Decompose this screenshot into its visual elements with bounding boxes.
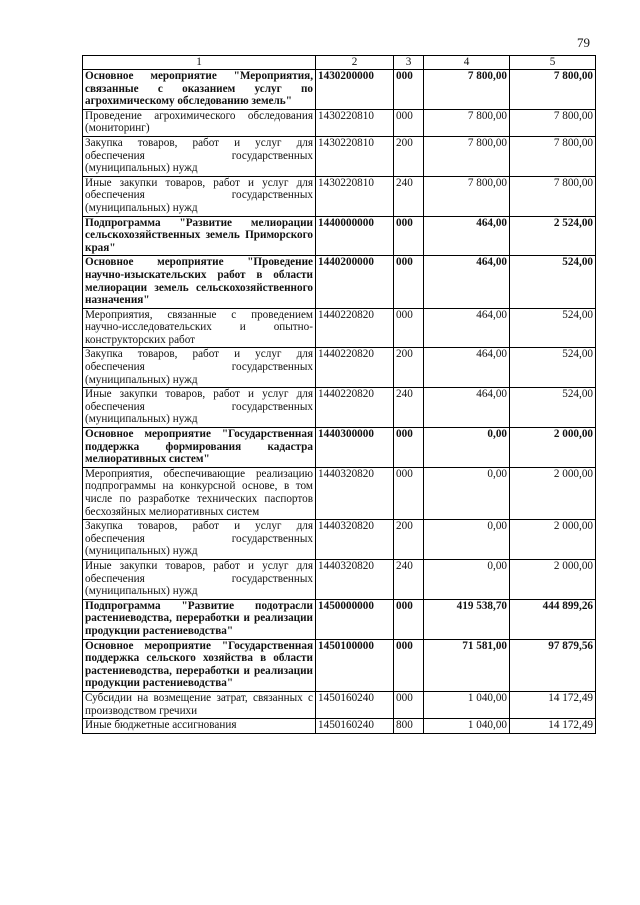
row-value-col4-cell: 0,00 xyxy=(424,467,510,519)
row-type-cell: 000 xyxy=(394,428,424,468)
row-type-cell: 240 xyxy=(394,559,424,599)
table-row xyxy=(83,428,596,468)
row-name-cell: Проведение агрохимического обследования (мониторинг) xyxy=(83,109,316,136)
row-name-cell: Закупка товаров, работ и услуг для обеспечения государственных (муниципальных) нужд xyxy=(83,136,316,176)
table-row xyxy=(83,109,596,136)
row-value-col4-cell: 7 800,00 xyxy=(424,70,510,110)
row-type-cell: 000 xyxy=(394,308,424,348)
budget-table xyxy=(82,55,596,734)
row-type-cell: 000 xyxy=(394,216,424,256)
row-code-cell: 1450160240 xyxy=(316,691,394,718)
row-value-col4-cell: 464,00 xyxy=(424,216,510,256)
row-name-cell: Иные закупки товаров, работ и услуг для обеспечения государственных (муниципальных) нужд xyxy=(83,388,316,428)
row-code-cell: 1440300000 xyxy=(316,428,394,468)
row-value-col5-cell: 14 172,49 xyxy=(510,691,596,718)
row-type-cell: 800 xyxy=(394,719,424,734)
row-code-cell: 1440220820 xyxy=(316,308,394,348)
row-value-col4-cell: 7 800,00 xyxy=(424,136,510,176)
table-row xyxy=(83,136,596,176)
table-row xyxy=(83,691,596,718)
row-name-cell: Основное мероприятие "Государственная поддержка формирования кадастра мелиоративных систем" xyxy=(83,428,316,468)
table-row xyxy=(83,719,596,734)
row-value-col4-cell: 7 800,00 xyxy=(424,109,510,136)
row-value-col5-cell: 524,00 xyxy=(510,256,596,308)
row-value-col5-cell: 7 800,00 xyxy=(510,136,596,176)
row-code-cell: 1450100000 xyxy=(316,639,394,691)
column-header-3: 3 xyxy=(394,56,424,70)
row-code-cell: 1430220810 xyxy=(316,176,394,216)
row-value-col4-cell: 0,00 xyxy=(424,428,510,468)
row-value-col5-cell: 7 800,00 xyxy=(510,176,596,216)
row-code-cell: 1430200000 xyxy=(316,70,394,110)
row-name-cell: Подпрограмма "Развитие подотрасли растениеводства, переработки и реализации продукции растениеводства" xyxy=(83,599,316,639)
row-code-cell: 1440220820 xyxy=(316,348,394,388)
row-name-cell: Мероприятия, обеспечивающие реализацию подпрограммы на конкурсной основе, в том числе по разработке технических паспортов бесхозяйных мелиоративных систем xyxy=(83,467,316,519)
table-row xyxy=(83,308,596,348)
row-value-col5-cell: 524,00 xyxy=(510,388,596,428)
row-value-col4-cell: 464,00 xyxy=(424,256,510,308)
page-number: 79 xyxy=(577,35,590,50)
row-code-cell: 1440000000 xyxy=(316,216,394,256)
row-value-col4-cell: 464,00 xyxy=(424,388,510,428)
table-row xyxy=(83,639,596,691)
row-code-cell: 1430220810 xyxy=(316,136,394,176)
row-name-cell: Подпрограмма "Развитие мелиорации сельскохозяйственных земель Приморского края" xyxy=(83,216,316,256)
row-value-col4-cell: 71 581,00 xyxy=(424,639,510,691)
row-value-col5-cell: 444 899,26 xyxy=(510,599,596,639)
row-value-col5-cell: 14 172,49 xyxy=(510,719,596,734)
row-type-cell: 240 xyxy=(394,176,424,216)
row-code-cell: 1450000000 xyxy=(316,599,394,639)
row-value-col4-cell: 7 800,00 xyxy=(424,176,510,216)
row-value-col5-cell: 2 000,00 xyxy=(510,428,596,468)
table-body xyxy=(83,70,596,734)
row-type-cell: 000 xyxy=(394,599,424,639)
row-type-cell: 000 xyxy=(394,70,424,110)
row-type-cell: 200 xyxy=(394,136,424,176)
row-value-col5-cell: 2 524,00 xyxy=(510,216,596,256)
row-name-cell: Закупка товаров, работ и услуг для обеспечения государственных (муниципальных) нужд xyxy=(83,348,316,388)
row-value-col5-cell: 7 800,00 xyxy=(510,109,596,136)
row-name-cell: Иные закупки товаров, работ и услуг для обеспечения государственных (муниципальных) нужд xyxy=(83,559,316,599)
row-value-col4-cell: 1 040,00 xyxy=(424,719,510,734)
row-type-cell: 000 xyxy=(394,256,424,308)
row-code-cell: 1440200000 xyxy=(316,256,394,308)
table-row xyxy=(83,388,596,428)
row-name-cell: Мероприятия, связанные с проведением научно-исследовательских и опытно-конструкторских работ xyxy=(83,308,316,348)
row-type-cell: 000 xyxy=(394,467,424,519)
row-code-cell: 1430220810 xyxy=(316,109,394,136)
header-row xyxy=(83,56,596,70)
table-row xyxy=(83,216,596,256)
column-header-1: 1 xyxy=(83,56,316,70)
row-name-cell: Основное мероприятие "Государственная поддержка сельского хозяйства в области растениеводства, переработки и реализации продукции растениеводства" xyxy=(83,639,316,691)
row-value-col4-cell: 1 040,00 xyxy=(424,691,510,718)
row-value-col5-cell: 97 879,56 xyxy=(510,639,596,691)
row-name-cell: Иные закупки товаров, работ и услуг для обеспечения государственных (муниципальных) нужд xyxy=(83,176,316,216)
row-code-cell: 1440220820 xyxy=(316,388,394,428)
row-name-cell: Субсидии на возмещение затрат, связанных с производством гречихи xyxy=(83,691,316,718)
row-value-col5-cell: 7 800,00 xyxy=(510,70,596,110)
row-code-cell: 1440320820 xyxy=(316,559,394,599)
row-value-col4-cell: 464,00 xyxy=(424,348,510,388)
row-type-cell: 000 xyxy=(394,109,424,136)
table-row xyxy=(83,520,596,560)
row-code-cell: 1440320820 xyxy=(316,467,394,519)
row-type-cell: 200 xyxy=(394,520,424,560)
row-value-col4-cell: 464,00 xyxy=(424,308,510,348)
column-header-5: 5 xyxy=(510,56,596,70)
table-row xyxy=(83,599,596,639)
table-row xyxy=(83,348,596,388)
row-type-cell: 000 xyxy=(394,691,424,718)
row-type-cell: 000 xyxy=(394,639,424,691)
row-name-cell: Иные бюджетные ассигнования xyxy=(83,719,316,734)
row-code-cell: 1440320820 xyxy=(316,520,394,560)
row-value-col5-cell: 2 000,00 xyxy=(510,559,596,599)
row-code-cell: 1450160240 xyxy=(316,719,394,734)
table-row xyxy=(83,176,596,216)
table-row xyxy=(83,70,596,110)
table-row xyxy=(83,256,596,308)
column-header-4: 4 xyxy=(424,56,510,70)
table-row xyxy=(83,559,596,599)
row-value-col5-cell: 2 000,00 xyxy=(510,520,596,560)
row-value-col5-cell: 524,00 xyxy=(510,348,596,388)
column-header-2: 2 xyxy=(316,56,394,70)
row-value-col4-cell: 419 538,70 xyxy=(424,599,510,639)
row-type-cell: 200 xyxy=(394,348,424,388)
row-value-col5-cell: 2 000,00 xyxy=(510,467,596,519)
row-value-col4-cell: 0,00 xyxy=(424,520,510,560)
row-name-cell: Основное мероприятие "Проведение научно-изыскательских работ в области мелиорации земель сельскохозяйственного назначения" xyxy=(83,256,316,308)
row-type-cell: 240 xyxy=(394,388,424,428)
row-value-col5-cell: 524,00 xyxy=(510,308,596,348)
row-name-cell: Основное мероприятие "Мероприятия, связанные с оказанием услуг по агрохимическому обследованию земель" xyxy=(83,70,316,110)
row-name-cell: Закупка товаров, работ и услуг для обеспечения государственных (муниципальных) нужд xyxy=(83,520,316,560)
row-value-col4-cell: 0,00 xyxy=(424,559,510,599)
table-row xyxy=(83,467,596,519)
